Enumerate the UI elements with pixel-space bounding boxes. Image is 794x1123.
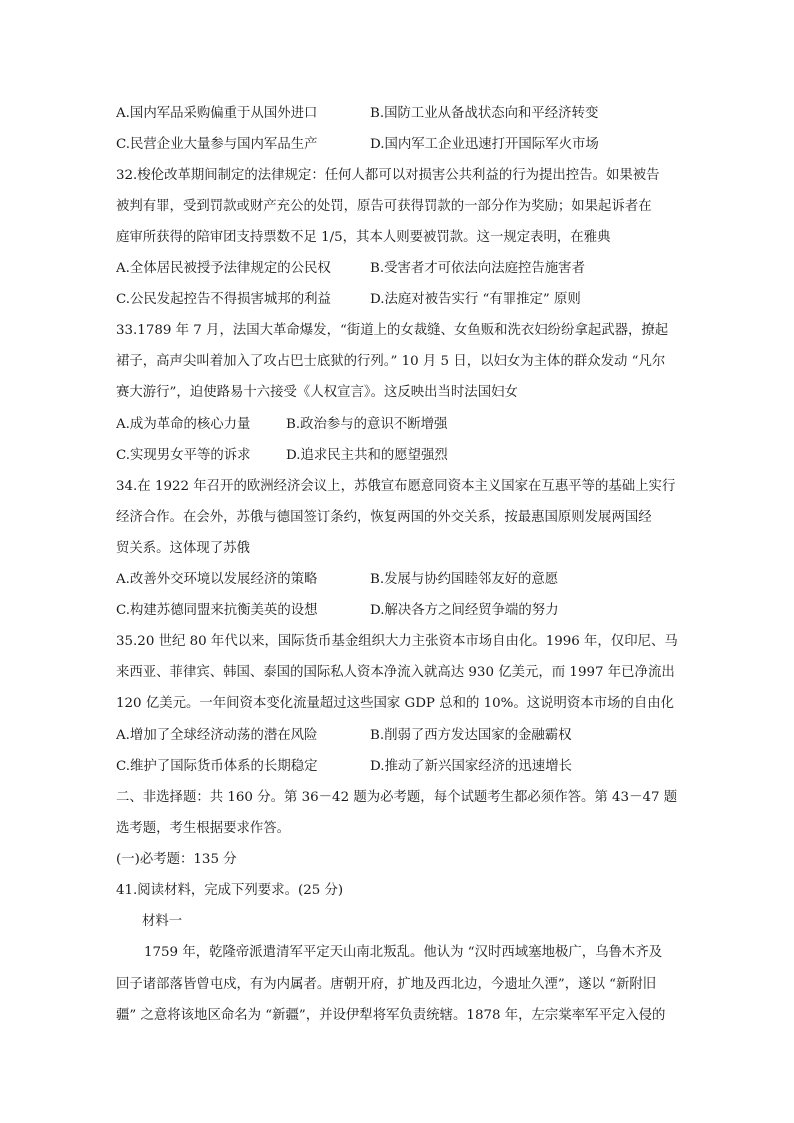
q34-stem-line: 34.在 1922 年召开的欧洲经济会议上，苏俄宣布愿意同资本主义国家在互惠平等的基础上实行 — [116, 479, 676, 494]
q31-option-b: B.国防工业从备战状态向和平经济转变 — [370, 106, 599, 121]
q34-option-a: A.改善外交环境以发展经济的策略 — [116, 572, 318, 587]
q33-option-b: B.政治参与的意识不断增强 — [286, 417, 448, 432]
q31-option-d: D.国内军工企业迅速打开国际军火市场 — [370, 137, 599, 152]
q33-option-d: D.追求民主共和的愿望强烈 — [286, 448, 448, 463]
q34-stem-line: 经济合作。在会外，苏俄与德国签订条约，恢复两国的外交关系，按最惠国原则发展两国经 — [116, 510, 652, 525]
q34-option-d: D.解决各方之间经贸争端的努力 — [370, 603, 559, 618]
q34-option-b: B.发展与协约国睦邻友好的意愿 — [370, 572, 559, 587]
q32-option-d: D.法庭对被告实行 “有罪推定” 原则 — [370, 292, 581, 307]
q33-option-a: A.成为革命的核心力量 — [116, 417, 251, 432]
material-label: 材料一 — [142, 914, 183, 929]
option-row — [116, 259, 682, 279]
q32-option-a: A.全体居民被授予法律规定的公民权 — [116, 261, 331, 276]
q32-stem-line: 庭审所获得的陪审团支持票数不足 1/5，其本人则要被罚款。这一规定表明，在雅典 — [116, 230, 611, 245]
q33-option-c: C.实现男女平等的诉求 — [116, 448, 251, 463]
material-line: 疆” 之意将该地区命名为 “新疆”，并设伊犁将军负责统辖。1878 年，左宗棠率军平定入侵的 — [116, 1008, 666, 1023]
required-section-header: (一)必考题：135 分 — [116, 852, 237, 867]
q33-stem-line: 赛大游行”，迫使路易十六接受《人权宣言》。这反映出当时法国妇女 — [116, 385, 518, 400]
option-row — [116, 135, 682, 155]
q41-title: 41.阅读材料，完成下列要求。(25 分) — [116, 883, 344, 898]
option-row — [116, 757, 682, 777]
option-row — [116, 415, 682, 435]
q32-stem-line: 32.梭伦改革期间制定的法律规定：任何人都可以对损害公共利益的行为提出控告。如果被告 — [116, 168, 660, 183]
q34-stem-line: 贸关系。这体现了苏俄 — [116, 541, 250, 556]
q35-stem-line: 35.20 世纪 80 年代以来，国际货币基金组织大力主张资本市场自由化。1996 年，仅印尼、马 — [116, 634, 678, 649]
q35-stem-line: 120 亿美元。一年间资本变化流量超过这些国家 GDP 总和的 10%。这说明资本市场的自由化 — [116, 696, 675, 711]
q32-option-b: B.受害者才可依法向法庭控告施害者 — [370, 261, 585, 276]
q31-option-c: C.民营企业大量参与国内军品生产 — [116, 137, 318, 152]
option-row — [116, 104, 682, 124]
option-row — [116, 601, 682, 621]
option-row — [116, 446, 682, 466]
q35-option-c: C.维护了国际货币体系的长期稳定 — [116, 759, 318, 774]
q31-option-a: A.国内军品采购偏重于从国外进口 — [116, 106, 318, 121]
material-line: 1759 年，乾隆帝派遣清军平定天山南北叛乱。他认为 “汉时西域塞地极广，乌鲁木齐及 — [144, 945, 663, 960]
q35-option-a: A.增加了全球经济动荡的潜在风险 — [116, 728, 318, 743]
option-row — [116, 290, 682, 310]
q32-option-c: C.公民发起控告不得损害城邦的利益 — [116, 292, 331, 307]
q33-stem-line: 33.1789 年 7 月，法国大革命爆发，“街道上的女裁缝、女鱼贩和洗衣妇纷纷拿起武器，撩起 — [116, 323, 669, 338]
q32-stem-line: 被判有罪，受到罚款或财产充公的处罚，原告可获得罚款的一部分作为奖励；如果起诉者在 — [116, 199, 652, 214]
option-row — [116, 570, 682, 590]
q35-option-d: D.推动了新兴国家经济的迅速增长 — [370, 759, 572, 774]
q33-stem-line: 裙子，高声尖叫着加入了攻占巴士底狱的行列。” 10 月 5 日，以妇女为主体的群众发动 “凡尔 — [116, 354, 666, 369]
option-row — [116, 726, 682, 746]
section-header: 选考题，考生根据要求作答。 — [116, 821, 291, 836]
q34-option-c: C.构建苏德同盟来抗衡美英的设想 — [116, 603, 318, 618]
q35-stem-line: 来西亚、菲律宾、韩国、泰国的国际私人资本净流入就高达 930 亿美元，而 1997 年已净流出 — [116, 665, 675, 680]
material-line: 回子诸部落皆曾屯戍，有为内属者。唐朝开府，扩地及西北边，今遗址久湮”，遂以 “新附旧 — [116, 977, 657, 992]
q35-option-b: B.削弱了西方发达国家的金融霸权 — [370, 728, 572, 743]
section-header: 二、非选择题：共 160 分。第 36－42 题为必考题，每个试题考生都必须作答。第 43－47 题 — [116, 790, 678, 805]
